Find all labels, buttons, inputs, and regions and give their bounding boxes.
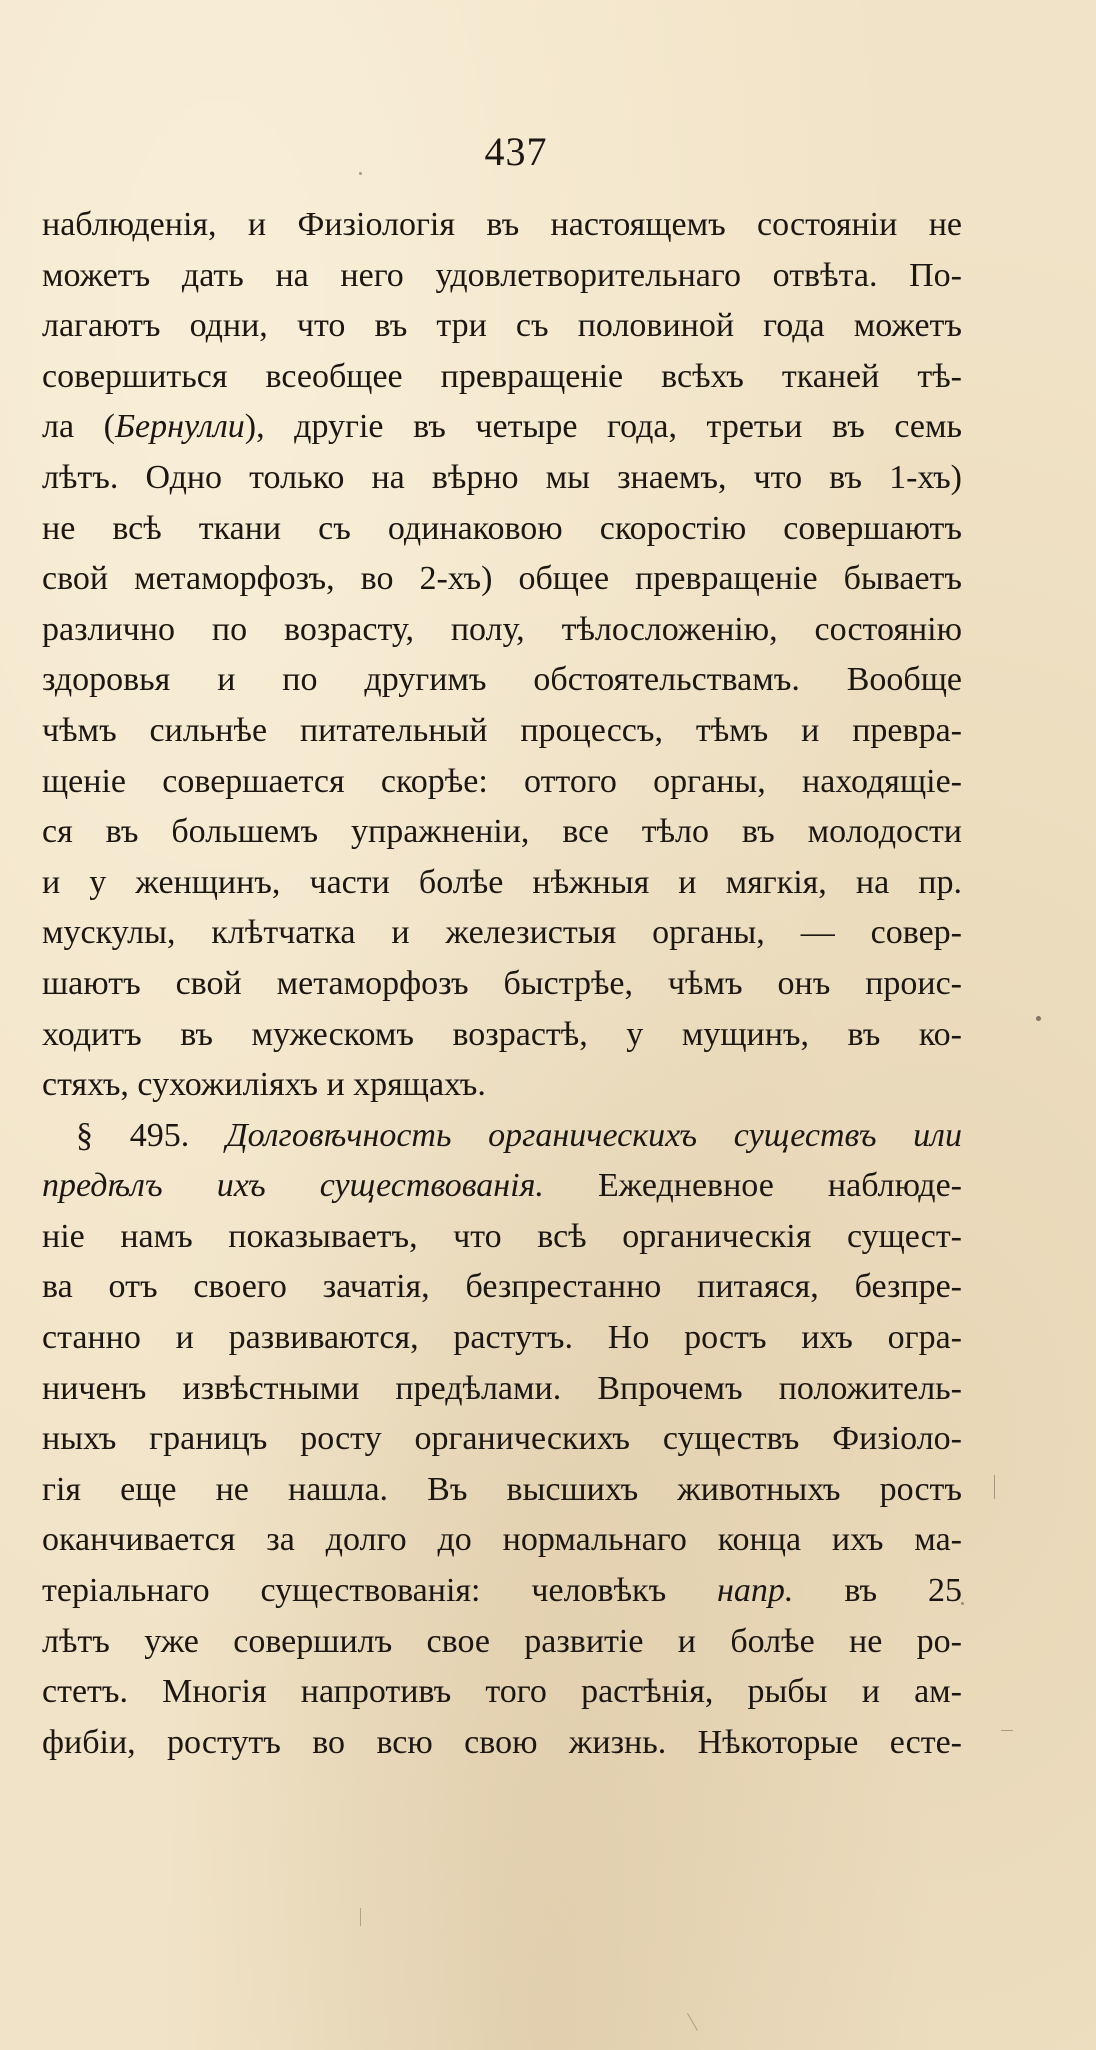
line-text: можетъ дать на него удовлетворительнаго отвѣта. По- (42, 256, 962, 294)
text-line (42, 554, 962, 605)
italic-text: Долговѣчность органическихъ существъ или (225, 1116, 963, 1154)
ink-mark (687, 2013, 698, 2031)
line-text: лагаютъ одни, что въ три съ половиной года можетъ (42, 307, 962, 345)
ink-mark (1001, 1730, 1013, 1731)
text-line (42, 251, 962, 302)
text-line (42, 605, 962, 656)
line-text: ся въ большемъ упражненіи, все тѣло въ молодости (42, 813, 962, 851)
text-line (42, 908, 962, 959)
text-line (42, 1060, 962, 1111)
italic-text: предѣлъ ихъ существованія. (42, 1167, 544, 1205)
line-text: гія еще не нашла. Въ высшихъ животныхъ ростъ (42, 1470, 962, 1508)
text-line (42, 1111, 962, 1162)
ink-speck (961, 1602, 964, 1605)
line-text: различно по возрасту, полу, тѣлосложенію, состоянію (42, 610, 962, 648)
line-text: ніе намъ показываетъ, что всѣ органическія сущест- (42, 1217, 962, 1255)
line-text: чѣмъ сильнѣе питательный процессъ, тѣмъ и превра- (42, 711, 962, 749)
line-text: стетъ. Многія напротивъ того растѣнія, рыбы и ам- (42, 1673, 962, 1711)
text-line (42, 1364, 962, 1415)
text-line (42, 1718, 962, 1769)
line-text: совершиться всеобщее превращеніе всѣхъ тканей тѣ- (42, 357, 962, 395)
page-number: 437 (484, 129, 548, 174)
ink-speck (359, 172, 362, 175)
line-text: фибіи, ростутъ во всю свою жизнь. Нѣкоторые есте- (42, 1723, 962, 1761)
text-line (42, 504, 962, 555)
ink-mark (360, 1908, 361, 1926)
ink-speck (1036, 1016, 1041, 1021)
text-line (42, 1414, 962, 1465)
italic-text: Бернулли (114, 408, 245, 446)
line-text: мускулы, клѣтчатка и железистыя органы, — совер- (42, 914, 962, 952)
line-text: ныхъ границъ росту органическихъ существъ Физіоло- (42, 1420, 962, 1458)
line-text: наблюденія, и Физіологія въ настоящемъ состояніи не (42, 206, 962, 243)
line-text: не всѣ ткани съ одинаковою скоростію совершаютъ (42, 509, 962, 547)
text-line (42, 1465, 962, 1516)
line-text: въ 25 (793, 1572, 962, 1610)
line-text: ниченъ извѣстными предѣлами. Впрочемъ положитель- (42, 1369, 962, 1407)
line-text: ва отъ своего зачатія, безпрестанно питаяся, безпре- (42, 1268, 962, 1306)
line-text: и у женщинъ, части болѣе нѣжныя и мягкія, на пр. (42, 863, 962, 901)
text-line (42, 301, 962, 352)
line-text: здоровья и по другимъ обстоятельствамъ. Вообще (42, 661, 962, 699)
line-text: § 495. (76, 1116, 226, 1154)
text-line (42, 1161, 962, 1212)
text-line (42, 352, 962, 403)
text-line (42, 858, 962, 909)
line-text: ), другіе въ четыре года, третьи въ семь (244, 408, 962, 446)
text-line (42, 959, 962, 1010)
text-line (42, 1515, 962, 1566)
text-line (42, 655, 962, 706)
text-line (42, 1667, 962, 1718)
line-text: ходитъ въ мужескомъ возрастѣ, у мущинъ, въ ко- (42, 1015, 962, 1053)
line-text: щеніе совершается скорѣе: оттого органы, находящіе- (42, 762, 962, 800)
text-line (42, 757, 962, 808)
line-text: станно и развиваются, растутъ. Но ростъ ихъ огра- (42, 1319, 962, 1357)
line-text: стяхъ, сухожиліяхъ и хрящахъ. (42, 1066, 486, 1104)
line-text: шаютъ свой метаморфозъ быстрѣе, чѣмъ онъ проис- (42, 964, 962, 1002)
text-line (42, 453, 962, 504)
text-line (42, 706, 962, 757)
line-text: оканчивается за долго до нормальнаго конца ихъ ма- (42, 1521, 962, 1559)
line-text: ла ( (42, 408, 115, 446)
text-line (42, 807, 962, 858)
body-text (42, 200, 962, 1768)
text-line (42, 1617, 962, 1668)
ink-mark (994, 1475, 995, 1499)
text-line (42, 402, 962, 453)
line-text: свой метаморфозъ, во 2-хъ) общее превращеніе бываетъ (42, 560, 962, 598)
italic-text: напр. (717, 1572, 794, 1610)
line-text: теріальнаго существованія: человѣкъ (42, 1572, 718, 1610)
line-text: лѣтъ. Одно только на вѣрно мы знаемъ, что въ 1-хъ) (42, 458, 962, 496)
text-line (42, 1313, 962, 1364)
line-text: Ежедневное наблюде- (543, 1167, 962, 1205)
text-line (42, 200, 962, 251)
text-line (42, 1010, 962, 1061)
line-text: лѣтъ уже совершилъ свое развитіе и болѣе не ро- (42, 1622, 962, 1660)
text-line (42, 1566, 962, 1617)
text-line (42, 1212, 962, 1263)
text-line (42, 1262, 962, 1313)
